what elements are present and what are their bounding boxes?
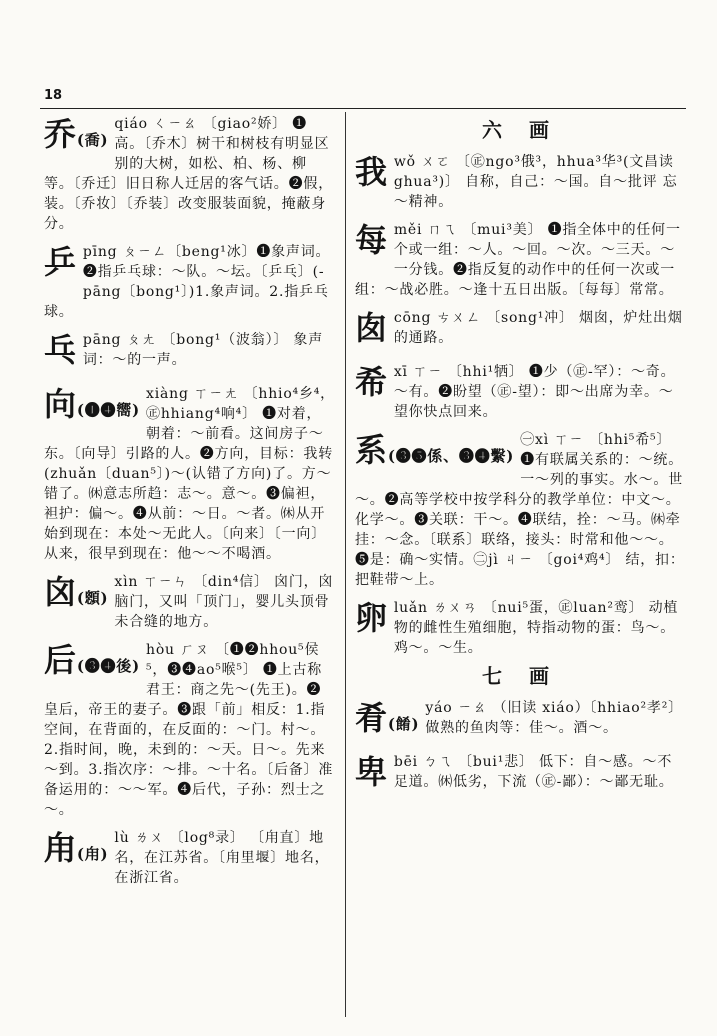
variant-form: (餚) <box>387 715 420 733</box>
entry-body: bēi ㄅㄟ 〔bui¹悲〕 低下：自～感。～不足道。㉁低劣，下流（㊣-鄙）：～鄙无耻。 <box>393 754 674 790</box>
dictionary-entry <box>355 152 686 212</box>
headword: 希 <box>355 363 388 401</box>
entry-body: xī ㄒㄧ 〔hhi¹牺〕 ❶少（㊣-罕）：～奇。～有。❷盼望（㊣-望）：即～出席为幸。～望你快点回来。 <box>393 364 676 420</box>
entry-body: hòu ㄏㄡ 〔❶❷hhou⁵侯⁵，❸❹ao⁵喉⁵〕 ❶上古称君王：商之先～(先王)。❷皇后，帝王的妻子。❸跟「前」相反：1.指空间，在背面的，在反面的：～门。村～。2.指时间，晚，未到的：～天。日～。先来～到。3.指次序：～排。～十名。〔后备〕准备运用的：～～军。❹后代，子孙：烈士之～。 <box>44 642 334 818</box>
entry-body: luǎn ㄌㄨㄢ 〔nui⁵蛋，㊣luan²鸾〕 动植物的雌性生殖细胞，特指动物的蛋：鸟～。鸡～。～生。 <box>393 600 679 656</box>
entry-body: lù ㄌㄨ 〔log⁸录〕 〔甪直〕地名，在江苏省。〔甪里堰〕地名，在浙江省。 <box>114 830 330 886</box>
dictionary-entry <box>44 330 336 376</box>
dictionary-entry <box>355 752 686 798</box>
dictionary-entry <box>355 362 686 422</box>
variant-form: (甪) <box>76 845 109 863</box>
variant-form: (顖) <box>76 589 109 607</box>
headword: 向(❶❹嚮) <box>44 385 141 423</box>
dictionary-entry <box>44 640 336 820</box>
headword: 甪(甪) <box>44 829 109 867</box>
entry-body: pīng ㄆㄧㄥ〔beng¹冰〕❶象声词。❷指乒乓球：～队。～坛。〔乒乓〕(-pāng〔bong¹〕)1.象声词。2.指乒乓球。 <box>44 244 331 320</box>
headword: 卵 <box>355 599 388 637</box>
headword: 囱 <box>355 309 388 347</box>
column-divider <box>345 112 346 1017</box>
dictionary-entry <box>355 308 686 354</box>
entry-body: xìn ㄒㄧㄣ 〔din⁴信〕 囟门，囟脑门，又叫「顶门」，婴儿头顶骨未合缝的地方。 <box>114 574 334 630</box>
variant-form: (❸❹後) <box>76 657 141 675</box>
headword: 每 <box>355 221 388 259</box>
entry-body: pāng ㄆㄤ 〔bong¹（波翁）〕 象声词：～的一声。 <box>82 332 324 368</box>
headword: 囟(顖) <box>44 573 109 611</box>
entry-body: yáo ㄧㄠ （旧读 xiáo）〔hhiao²孝²〕 做熟的鱼肉等：佳～。酒～。 <box>425 700 683 736</box>
headword: 卑 <box>355 753 388 791</box>
variant-form: (❸❺係、❸❹繫) <box>387 447 515 465</box>
entry-body: měi ㄇㄟ 〔mui³美〕 ❶指全体中的任何一个或一组：～人。～回。～次。～三天。～一分钱。❷指反复的动作中的任何一次或一组：～战必胜。～逢十五日出版。〔每每〕常常。 <box>355 222 681 298</box>
headword: 后(❸❹後) <box>44 641 141 679</box>
stroke-count-heading: 七 画 <box>482 664 559 688</box>
dictionary-entry <box>44 114 336 234</box>
entry-body: cōng ㄘㄨㄥ 〔song¹冲〕 烟囱，炉灶出烟的通路。 <box>393 310 683 346</box>
page-number: 18 <box>44 88 63 103</box>
entry-body: qiáo ㄑㄧㄠ 〔giao²娇〕 ❶高。〔乔木〕树干和树枝有明显区别的大树，如松、柏、杨、柳等。〔乔迁〕旧日称人迁居的客气话。❷假，装。〔乔妆〕〔乔装〕改变服装面貌，掩蔽身分。 <box>44 116 333 232</box>
headword: 乒 <box>44 243 77 281</box>
right-column <box>355 114 686 974</box>
headword: 乓 <box>44 331 77 369</box>
dictionary-entry <box>355 220 686 300</box>
dictionary-entry <box>355 430 686 590</box>
variant-form: (❶❹嚮) <box>76 401 141 419</box>
entry-body: xiàng ㄒㄧㄤ 〔hhio⁴乡⁴，㊣hhiang⁴响⁴〕 ❶对着，朝着：～前看。这间房子～东。〔向导〕引路的人。❷方向，目标：我转(zhuǎn〔duan⁵〕)～(认错了方向)了。方～错了。㉁意志所趋：志～。意～。❸偏袒，袒护：偏～。❹从前：～日。～者。㉁从开始到现在：本处～无此人。〔向来〕〔一向〕从来，很早到现在：他～～不喝酒。 <box>44 386 335 562</box>
header-rule <box>40 108 686 109</box>
variant-form: (喬) <box>76 131 109 149</box>
headword: 系(❸❺係、❸❹繫) <box>355 431 515 469</box>
stroke-count-heading: 六 画 <box>482 118 559 142</box>
dictionary-entry <box>355 598 686 658</box>
dictionary-entry <box>44 242 336 322</box>
headword: 肴(餚) <box>355 699 420 737</box>
headword: 乔(喬) <box>44 115 109 153</box>
entry-body: ㊀xì ㄒㄧ 〔hhi⁵希⁵〕 ❶有联属关系的：～统。一～列的事实。水～。世～。❷高等学校中按学科分的教学单位：中文～。化学～。❸关联：干～。❹联结，拴：～马。㉁牵挂：～念。〔联系〕联络，接头：时常和他～～。❺是：确～实情。㊁jì ㄐㄧ 〔goi⁴鸡⁴〕 结，扣：把鞋带～上。 <box>355 432 685 588</box>
dictionary-entry <box>44 828 336 888</box>
dictionary-entry <box>44 572 336 632</box>
entry-body: wǒ ㄨㄛ 〔㊣ngo³俄³，hhua³华³(文昌读ghua³)〕 自称，自己：～国。自～批评 忘～精神。 <box>393 154 678 210</box>
dictionary-entry <box>355 698 686 744</box>
dictionary-entry <box>44 384 336 564</box>
left-column <box>44 114 336 974</box>
headword: 我 <box>355 153 388 191</box>
